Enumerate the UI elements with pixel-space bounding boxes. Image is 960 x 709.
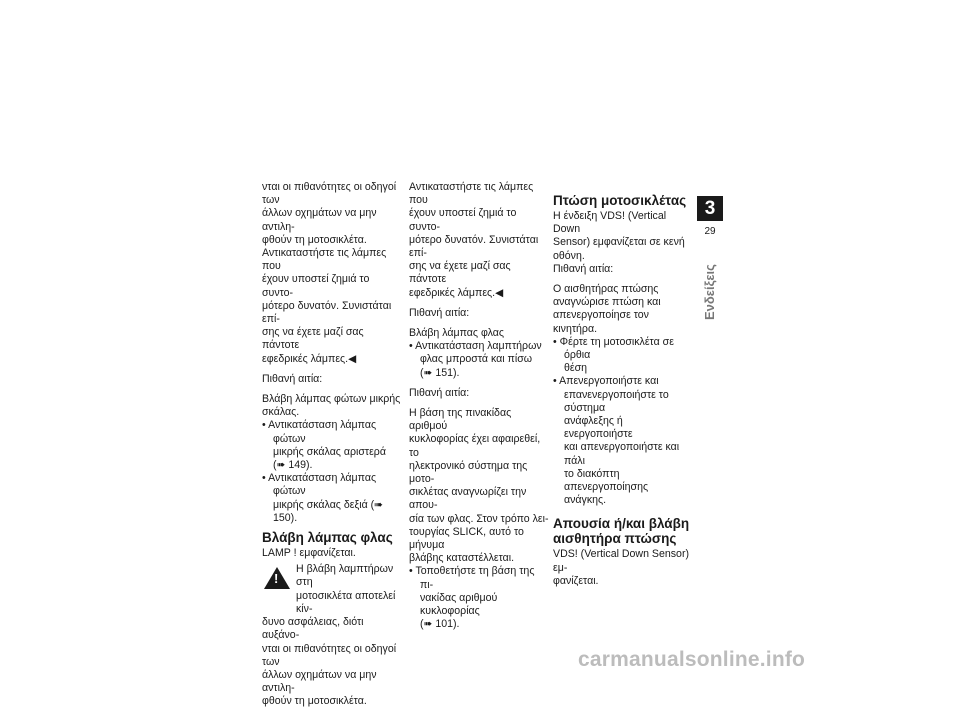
vds-text: Η ένδειξη VDS! (Vertical Down Sensor) εμφανίζεται σε κενή οθόνη.: [553, 210, 685, 262]
warning-text-cont: δυνο ασφάλειας, διότι αυξάνο- νται οι πιθανότητες οι οδηγοί των άλλων οχημάτων να μην αντιλη- φθούν τη μοτοσικλέτα.: [262, 616, 397, 708]
cause-label: Πιθανή αιτία:: [409, 386, 470, 399]
list-item: • Τοποθετήστε τη βάση της πι- νακίδας αριθμού κυκλοφορίας (➠ 101).: [409, 565, 535, 631]
list-item: • Αντικατάσταση λάμπας φώτων μικρής σκάλας αριστερά (➠ 149).: [262, 419, 386, 472]
cause-text: Η βάση της πινακίδας αριθμού κυκλοφορίας έχει αφαιρεθεί, το ηλεκτρονικό σύστημα της μοτο- σικλέτας αναγνωρίζει την απου- σία των φλας. Στον τρόπο λει- τουργίας SLICK, αυτό το μήνυμα βλάβης καταστέλλεται.: [409, 407, 549, 565]
cause-label: Πιθανή αιτία:: [409, 306, 470, 319]
col1-para1: νται οι πιθανότητες οι οδηγοί των άλλων οχημάτων να μην αντιλη- φθούν τη μοτοσικλέτα. Αντικαταστήστε τις λάμπες που έχουν υποστεί ζημιά το συντο- μότερο δυνατόν. Συνιστάται επί- σης να έχετε μαζί σας πάντοτε εφεδρικές λάμπες.◀: [262, 181, 397, 365]
cause-text: Βλάβη λάμπας φλας: [409, 327, 504, 340]
cause-text: Ο αισθητήρας πτώσης αναγνώρισε πτώση και απενεργοποίησε τον κινητήρα.: [553, 283, 661, 335]
list-item: • Αντικατάσταση λαμπτήρων φλας μπροστά και πίσω (➠ 151).: [409, 340, 542, 379]
list-item: • Απενεργοποιήστε και επανενεργοποιήστε το σύστημα ανάφλεξης ή ενεργοποιήστε και απενεργοποιήστε και πάλι το διακόπτη απενεργοποίησης ανάγκης.: [553, 375, 680, 507]
warning-text: Η βλάβη λαμπτήρων στη μοτοσικλέτα αποτελεί κίν-: [296, 563, 396, 615]
section-heading: Βλάβη λάμπας φλας: [262, 530, 393, 546]
cause-label: Πιθανή αιτία:: [262, 372, 323, 385]
list-item: • Αντικατάσταση λάμπας φώτων μικρής σκάλας δεξιά (➠ 150).: [262, 472, 384, 524]
section-label: Ενδείξεις: [702, 264, 717, 320]
watermark: carmanualsonline.info: [578, 648, 806, 671]
column-3: [553, 193, 693, 588]
warning-block: [262, 563, 402, 616]
cause-label: Πιθανή αιτία:: [553, 262, 614, 275]
column-1: [262, 181, 402, 709]
col2-para1: Αντικαταστήστε τις λάμπες που έχουν υποστεί ζημιά το συντο- μότερο δυνατόν. Συνιστάται επί- σης να έχετε μαζί σας πάντοτε εφεδρικές λάμπες.◀: [409, 181, 539, 299]
column-2: [409, 181, 549, 632]
section-heading: Απουσία ή/και βλάβη αισθητήρα πτώσης: [553, 516, 690, 547]
vds-text-2: VDS! (Vertical Down Sensor) εμ- φανίζεται.: [553, 548, 690, 587]
cause-text: Βλάβη λάμπας φώτων μικρής σκάλας.: [262, 393, 401, 419]
section-heading: Πτώση μοτοσικλέτας: [553, 193, 687, 208]
list-item: • Φέρτε τη μοτοσικλέτα σε όρθια θέση: [553, 335, 674, 375]
page-number: 29: [704, 226, 716, 237]
lamp-text: LAMP ! εμφανίζεται.: [262, 547, 356, 560]
warning-icon: !: [264, 567, 290, 591]
chapter-number: 3: [697, 196, 723, 221]
